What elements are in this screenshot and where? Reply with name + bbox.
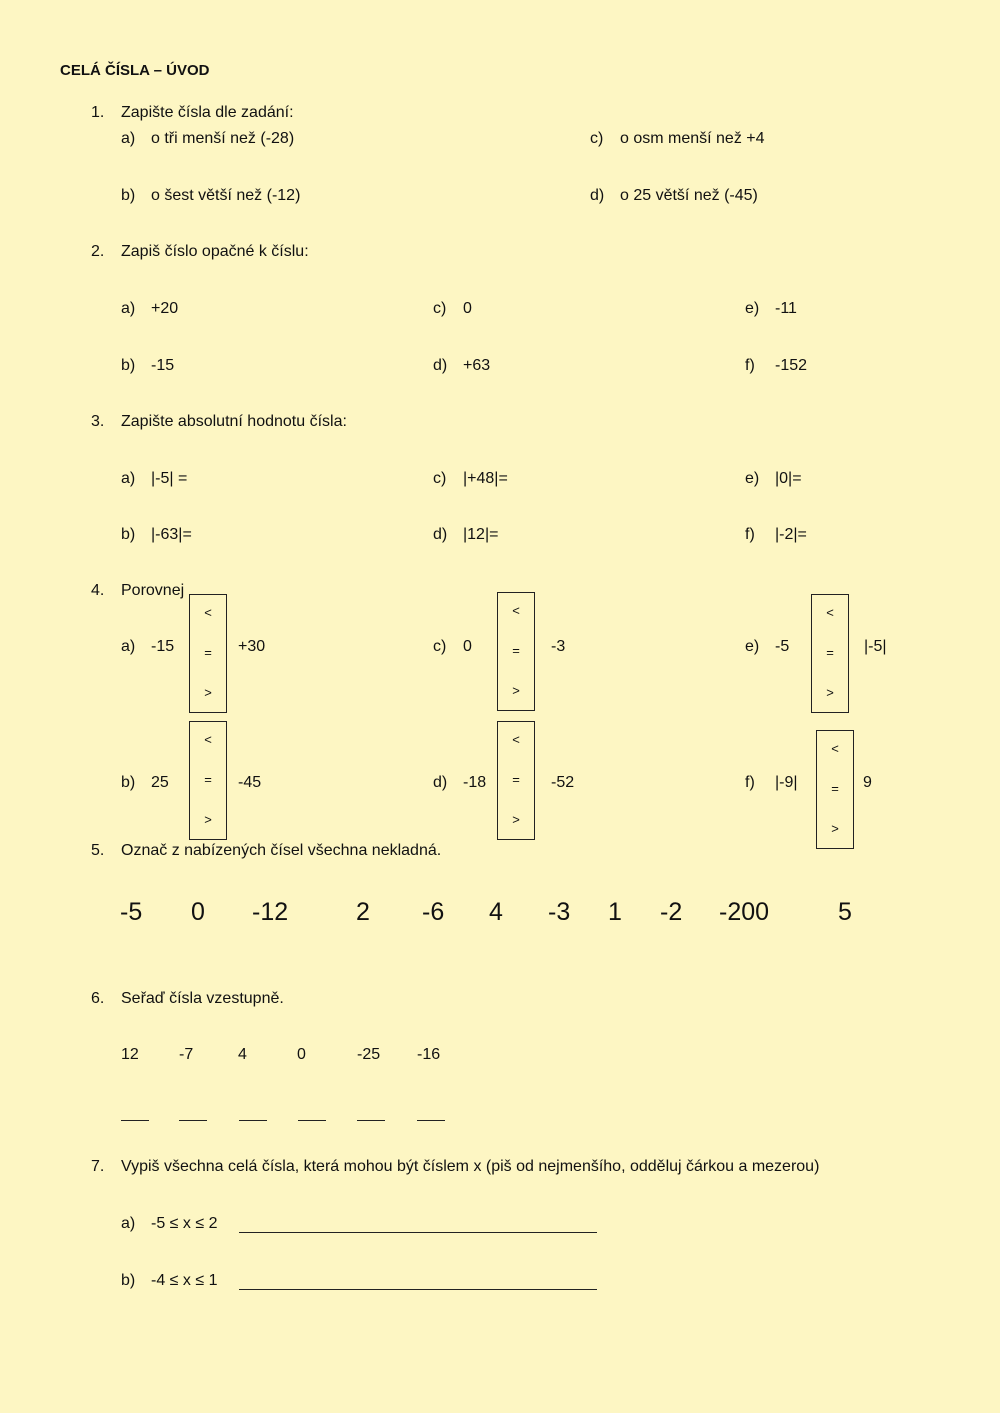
q4f-compare-select[interactable] <box>816 730 854 849</box>
q7b-text: -4 ≤ x ≤ 1 <box>151 1272 218 1289</box>
q1b-label: b) <box>121 187 136 204</box>
q7a-answer-line[interactable] <box>239 1232 597 1233</box>
equals-option[interactable]: = <box>204 772 212 787</box>
q2c-text: 0 <box>463 300 472 317</box>
q6-given-number: -25 <box>357 1046 381 1063</box>
q5-number-option[interactable]: 2 <box>356 898 370 926</box>
q4e-left: -5 <box>775 638 790 655</box>
q3e-label: e) <box>745 470 760 487</box>
q4-number: 4. <box>91 582 105 599</box>
q2f-label: f) <box>745 357 755 374</box>
q6-answer-blank[interactable] <box>357 1120 385 1121</box>
q4d-compare-select[interactable] <box>497 721 535 840</box>
q7a-label: a) <box>121 1215 136 1232</box>
q4a-compare-select[interactable] <box>189 594 227 713</box>
q4a-right: +30 <box>238 638 266 655</box>
less-than-option[interactable]: < <box>826 605 834 620</box>
q6-instruction: Seřaď čísla vzestupně. <box>121 990 284 1007</box>
page-title: CELÁ ČÍSLA – ÚVOD <box>60 62 210 79</box>
q7b-answer-line[interactable] <box>239 1289 597 1290</box>
q2-number: 2. <box>91 243 105 260</box>
q2c-label: c) <box>433 300 447 317</box>
q1b-text: o šest větší než (-12) <box>151 187 301 204</box>
q4e-compare-select[interactable] <box>811 594 849 713</box>
q6-number: 6. <box>91 990 105 1007</box>
q2d-label: d) <box>433 357 448 374</box>
q6-answer-blank[interactable] <box>417 1120 445 1121</box>
q5-number: 5. <box>91 842 105 859</box>
q7-instruction: Vypiš všechna celá čísla, která mohou být číslem x (piš od nejmenšího, odděluj čárkou a mezerou) <box>121 1158 820 1175</box>
q5-number-option[interactable]: -12 <box>252 898 289 926</box>
q1c-text: o osm menší než +4 <box>620 130 765 147</box>
q4b-label: b) <box>121 774 136 791</box>
q1c-label: c) <box>590 130 604 147</box>
q5-instruction: Označ z nabízených čísel všechna nekladná. <box>121 842 442 859</box>
q1-number: 1. <box>91 104 105 121</box>
q3c-text: |+48|= <box>463 470 508 487</box>
q6-answer-blank[interactable] <box>298 1120 326 1121</box>
q4a-label: a) <box>121 638 136 655</box>
q2e-text: -11 <box>775 300 797 317</box>
q2f-text: -152 <box>775 357 808 374</box>
equals-option[interactable]: = <box>831 781 839 796</box>
q1a-text: o tři menší než (-28) <box>151 130 295 147</box>
q2b-label: b) <box>121 357 136 374</box>
q6-given-number: 12 <box>121 1046 139 1063</box>
greater-than-option[interactable]: > <box>204 812 212 827</box>
q4f-left: |-9| <box>775 774 798 791</box>
q4c-left: 0 <box>463 638 472 655</box>
q6-answer-blank[interactable] <box>179 1120 207 1121</box>
q5-number-option[interactable]: 0 <box>191 898 205 926</box>
q4b-right: -45 <box>238 774 262 791</box>
q3-instruction: Zapište absolutní hodnotu čísla: <box>121 413 347 430</box>
q4e-right: |-5| <box>864 638 887 655</box>
less-than-option[interactable]: < <box>831 741 839 756</box>
q4c-right: -3 <box>551 638 566 655</box>
q3d-text: |12|= <box>463 526 499 543</box>
q6-answer-blank[interactable] <box>121 1120 149 1121</box>
q3-number: 3. <box>91 413 105 430</box>
q5-number-option[interactable]: -3 <box>548 898 571 926</box>
equals-option[interactable]: = <box>512 643 520 658</box>
q2a-label: a) <box>121 300 136 317</box>
q5-number-option[interactable]: 4 <box>489 898 503 926</box>
q3a-text: |-5| = <box>151 470 188 487</box>
q6-given-number: -16 <box>417 1046 441 1063</box>
q5-number-option[interactable]: -5 <box>120 898 143 926</box>
q5-number-option[interactable]: -2 <box>660 898 683 926</box>
less-than-option[interactable]: < <box>204 605 212 620</box>
greater-than-option[interactable]: > <box>831 821 839 836</box>
q3e-text: |0|= <box>775 470 802 487</box>
equals-option[interactable]: = <box>512 772 520 787</box>
q1d-label: d) <box>590 187 605 204</box>
q2a-text: +20 <box>151 300 179 317</box>
greater-than-option[interactable]: > <box>826 685 834 700</box>
q3b-label: b) <box>121 526 136 543</box>
q4b-compare-select[interactable] <box>189 721 227 840</box>
q4c-label: c) <box>433 638 447 655</box>
q3b-text: |-63|= <box>151 526 192 543</box>
q5-number-option[interactable]: 1 <box>608 898 622 926</box>
q4a-left: -15 <box>151 638 175 655</box>
equals-option[interactable]: = <box>204 645 212 660</box>
q7-number: 7. <box>91 1158 105 1175</box>
q2e-label: e) <box>745 300 760 317</box>
q4f-label: f) <box>745 774 755 791</box>
q2d-text: +63 <box>463 357 491 374</box>
q2b-text: -15 <box>151 357 175 374</box>
q4d-left: -18 <box>463 774 487 791</box>
q4e-label: e) <box>745 638 760 655</box>
q3f-text: |-2|= <box>775 526 807 543</box>
q5-number-option[interactable]: -6 <box>422 898 445 926</box>
q3d-label: d) <box>433 526 448 543</box>
q3c-label: c) <box>433 470 447 487</box>
q6-answer-blank[interactable] <box>239 1120 267 1121</box>
less-than-option[interactable]: < <box>512 732 520 747</box>
q5-number-option[interactable]: 5 <box>838 898 852 926</box>
q5-number-option[interactable]: -200 <box>719 898 770 926</box>
q2-instruction: Zapiš číslo opačné k číslu: <box>121 243 309 260</box>
q6-given-number: 0 <box>297 1046 306 1063</box>
greater-than-option[interactable]: > <box>204 685 212 700</box>
less-than-option[interactable]: < <box>204 732 212 747</box>
q4-instruction: Porovnej <box>121 582 185 599</box>
q4b-left: 25 <box>151 774 169 791</box>
q3f-label: f) <box>745 526 755 543</box>
q4c-compare-select[interactable] <box>497 592 535 711</box>
q1-instruction: Zapište čísla dle zadání: <box>121 104 294 121</box>
q1a-label: a) <box>121 130 136 147</box>
q4d-label: d) <box>433 774 448 791</box>
q4f-right: 9 <box>863 774 872 791</box>
q7b-label: b) <box>121 1272 136 1289</box>
q6-given-number: -7 <box>179 1046 194 1063</box>
less-than-option[interactable]: < <box>512 603 520 618</box>
q6-given-number: 4 <box>238 1046 247 1063</box>
equals-option[interactable]: = <box>826 645 834 660</box>
q4d-right: -52 <box>551 774 575 791</box>
q1d-text: o 25 větší než (-45) <box>620 187 758 204</box>
q3a-label: a) <box>121 470 136 487</box>
greater-than-option[interactable]: > <box>512 683 520 698</box>
greater-than-option[interactable]: > <box>512 812 520 827</box>
q7a-text: -5 ≤ x ≤ 2 <box>151 1215 218 1232</box>
